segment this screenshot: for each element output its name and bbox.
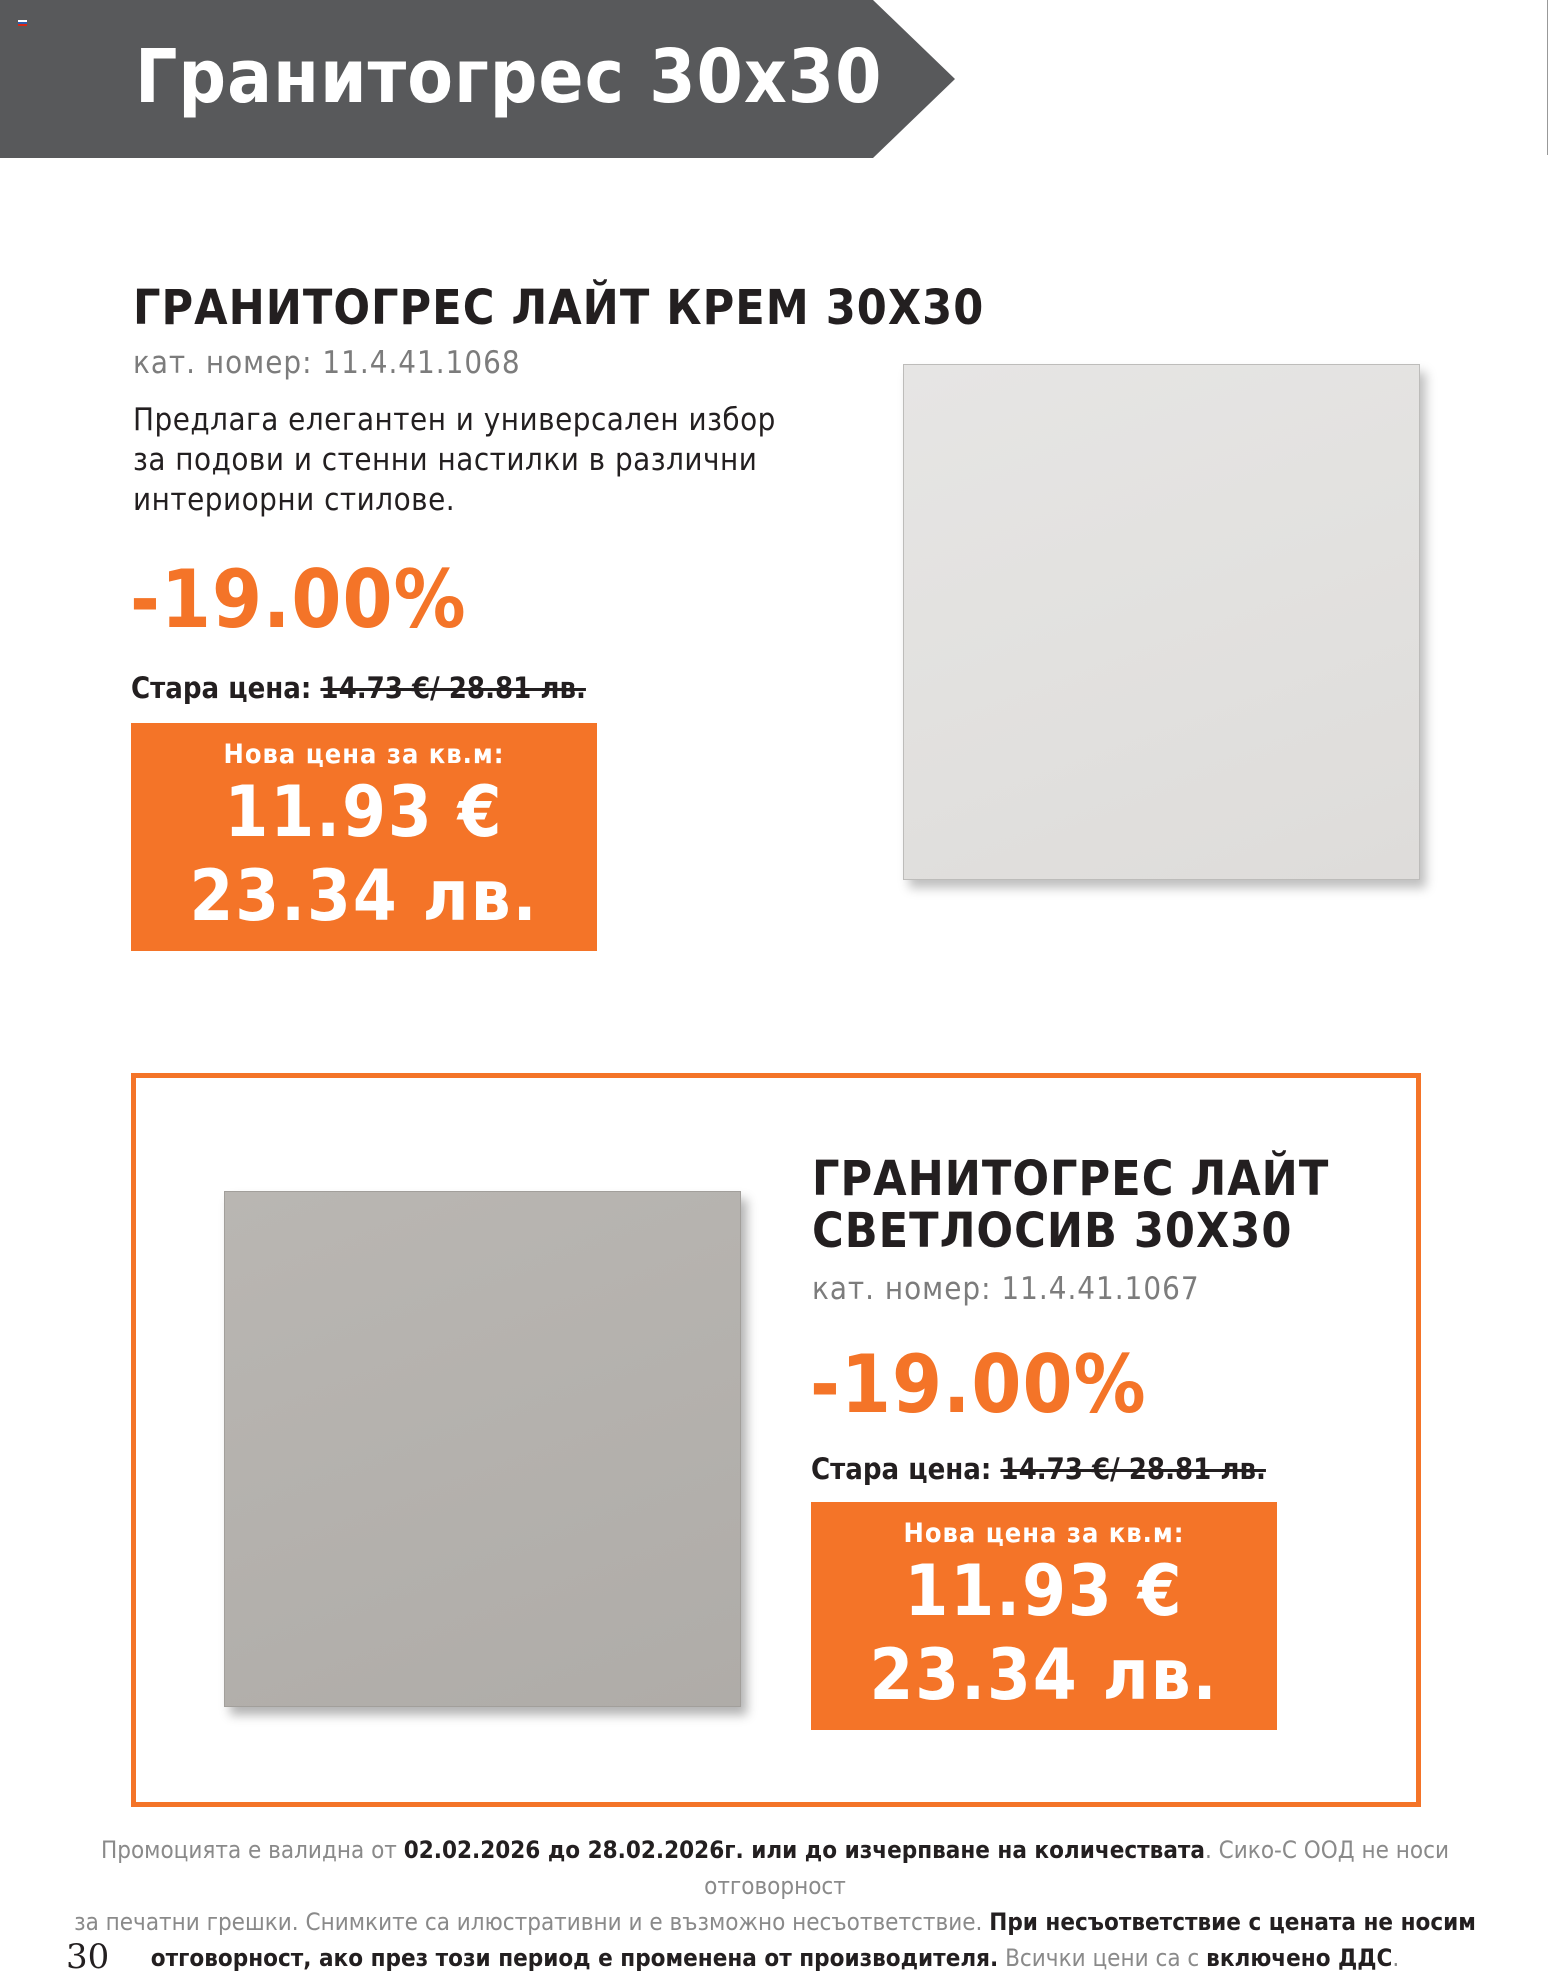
footer-bold-text: 02.02.2026 до 28.02.2026г. или до изчерпване на количествата: [403, 1836, 1205, 1864]
catalog-value: 11.4.41.1068: [322, 345, 521, 381]
product-1-catalog-number: [133, 345, 521, 381]
product-2-old-price: [811, 1452, 1266, 1486]
old-price-label: Стара цена:: [131, 671, 312, 705]
footer-bold-text: При несъответствие с цената не носим: [989, 1908, 1476, 1936]
old-price-label: Стара цена:: [811, 1452, 992, 1486]
footer-text: за печатни грешки. Снимките са илюстративни и е възможно несъответствие.: [74, 1908, 990, 1936]
footer-text: Всички цени са с: [998, 1944, 1207, 1972]
product-1-tile-image: [903, 364, 1420, 880]
new-price-label: Нова цена за кв.м:: [903, 1518, 1185, 1549]
footer-text: .: [1392, 1944, 1400, 1972]
description-line: интериорни стилове.: [133, 482, 456, 518]
product-2-tile-image: [224, 1191, 741, 1707]
footer-bold-text: включено ДДС: [1206, 1944, 1393, 1972]
product-2-catalog-number: [812, 1271, 1200, 1307]
footer-text: Промоцията е валидна от: [101, 1836, 404, 1864]
new-price-bgn: 23.34 лв.: [189, 855, 539, 937]
product-1-title: ГРАНИТОГРЕС ЛАЙТ КРЕМ 30Х30: [133, 280, 985, 336]
footer-line-2: [40, 1904, 1510, 1940]
catalog-label: кат. номер:: [133, 345, 313, 381]
flag-icon: [18, 20, 27, 26]
product-1-description: [133, 400, 833, 520]
new-price-eur: 11.93 €: [224, 771, 504, 853]
old-price-value: 14.73 €/ 28.81 лв.: [320, 671, 586, 705]
description-line: Предлага елегантен и универсален избор: [133, 402, 776, 438]
page-title: Гранитогрес 30x30: [135, 34, 883, 120]
product-2-new-price-box: [811, 1502, 1277, 1730]
new-price-label: Нова цена за кв.м:: [223, 739, 505, 770]
description-line: за подови и стенни настилки в различни: [133, 442, 758, 478]
page-edge-divider: [1547, 0, 1548, 155]
product-1-discount-badge: -19.00%: [130, 553, 467, 646]
catalog-value: 11.4.41.1067: [1001, 1271, 1200, 1307]
new-price-eur: 11.93 €: [904, 1550, 1184, 1632]
product-1-old-price: [131, 671, 586, 705]
product-2-title-line: ГРАНИТОГРЕС ЛАЙТ: [812, 1151, 1330, 1207]
new-price-bgn: 23.34 лв.: [869, 1634, 1219, 1716]
product-2-title: [812, 1153, 1329, 1257]
footer-text: . Сико-С ООД не носи отговорност: [704, 1836, 1449, 1900]
product-2-discount-badge: -19.00%: [810, 1338, 1147, 1431]
page-number: 30: [66, 1937, 110, 1977]
footer-bold-text: отговорност, ако през този период е променена от производителя.: [150, 1944, 999, 1972]
footer-line-1: [40, 1832, 1510, 1904]
product-2-title-line: СВЕТЛОСИВ 30Х30: [812, 1203, 1293, 1259]
old-price-value: 14.73 €/ 28.81 лв.: [1000, 1452, 1266, 1486]
product-1-new-price-box: [131, 723, 597, 951]
footer-disclaimer: [40, 1832, 1510, 1976]
footer-line-3: [40, 1940, 1510, 1976]
catalog-label: кат. номер:: [812, 1271, 992, 1307]
